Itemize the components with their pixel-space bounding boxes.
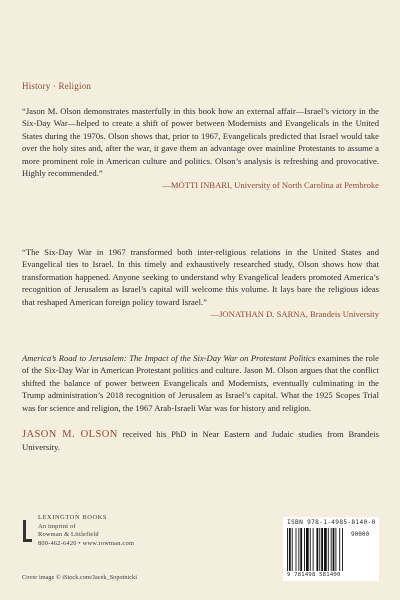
quote-1-text: “Jason M. Olson demonstrates masterfully in this book how an external affair—Israel’s victory in the Six-Day War—helped to create a shift of power between Modernists and Evangelicals in the United States during the 1970s. Olson shows that, prior to 1967, Evangelicals predicted that Israel would take over the holy sites and, after the war, it gave them an advantage over mainline Protestants to assume a more prominent role in American culture and politics. Olson’s analysis is refreshing and provocative. Highly recommended.” — [22, 106, 379, 179]
publisher-contact: 800-462-6420 • www.rowman.com — [38, 539, 135, 547]
endorsement-quote-2 — [22, 246, 379, 320]
barcode-digits: 9 781498 581400 — [287, 572, 341, 578]
publisher-block — [22, 514, 134, 548]
price-code: 90000 — [351, 531, 370, 538]
author-bio-text: received his PhD in Near Eastern and Judaic studies from Brandeis University. — [22, 429, 379, 453]
description-text: examines the role of the Six-Day War in American Protestant politics and culture. Jason M. Olson argues that the conflict shifted the balance of power between Evangelicals and Modernists, eventually culminating in the Trump administration’s 2018 recognition of Jerusalem as Israel’s capital. What the 1925 Scopes Trial was for science and religion, the 1967 Arab-Israeli War was for history and religion. — [22, 353, 379, 413]
quote-2-attribution: —JONATHAN D. SARNA, Brandeis University — [210, 309, 379, 320]
publisher-parent: Rowman & Littlefield — [38, 531, 99, 539]
barcode — [283, 517, 379, 581]
quote-2-text: “The Six-Day War in 1967 transformed both inter-religious relations in the United States and Evangelical ties to Israel. In this timely and exhaustively researched study, Olson shows how that transformation happened. Anyone seeking to understand why Evangelical leaders promoted America’s recognition of Jerusalem as Israel’s capital will welcome this volume. It lays bare the religious ideas that reshaped American foreign policy toward Israel.” — [22, 247, 379, 307]
publisher-name: LEXINGTON BOOKS — [38, 514, 108, 521]
cover-credit: Cover image © iStock.com/Jacek_Sopotnicki — [22, 574, 137, 581]
author-name: JASON M. OLSON — [22, 429, 118, 440]
publisher-imprint-label: An imprint of — [38, 522, 76, 530]
book-description — [22, 352, 379, 414]
lexington-logo-icon — [22, 520, 32, 542]
category-label: History · Religion — [22, 81, 92, 91]
book-title: America’s Road to Jerusalem: The Impact of the Six-Day War on Protestant Politics — [22, 353, 316, 363]
quote-1-attribution: —MOTTI INBARI, University of North Carolina at Pembroke — [162, 180, 379, 191]
author-bio — [22, 428, 379, 454]
barcode-bars-icon — [287, 528, 349, 571]
isbn-text: ISBN 978-1-4985-8140-0 — [287, 519, 376, 526]
endorsement-quote-1 — [22, 105, 379, 192]
